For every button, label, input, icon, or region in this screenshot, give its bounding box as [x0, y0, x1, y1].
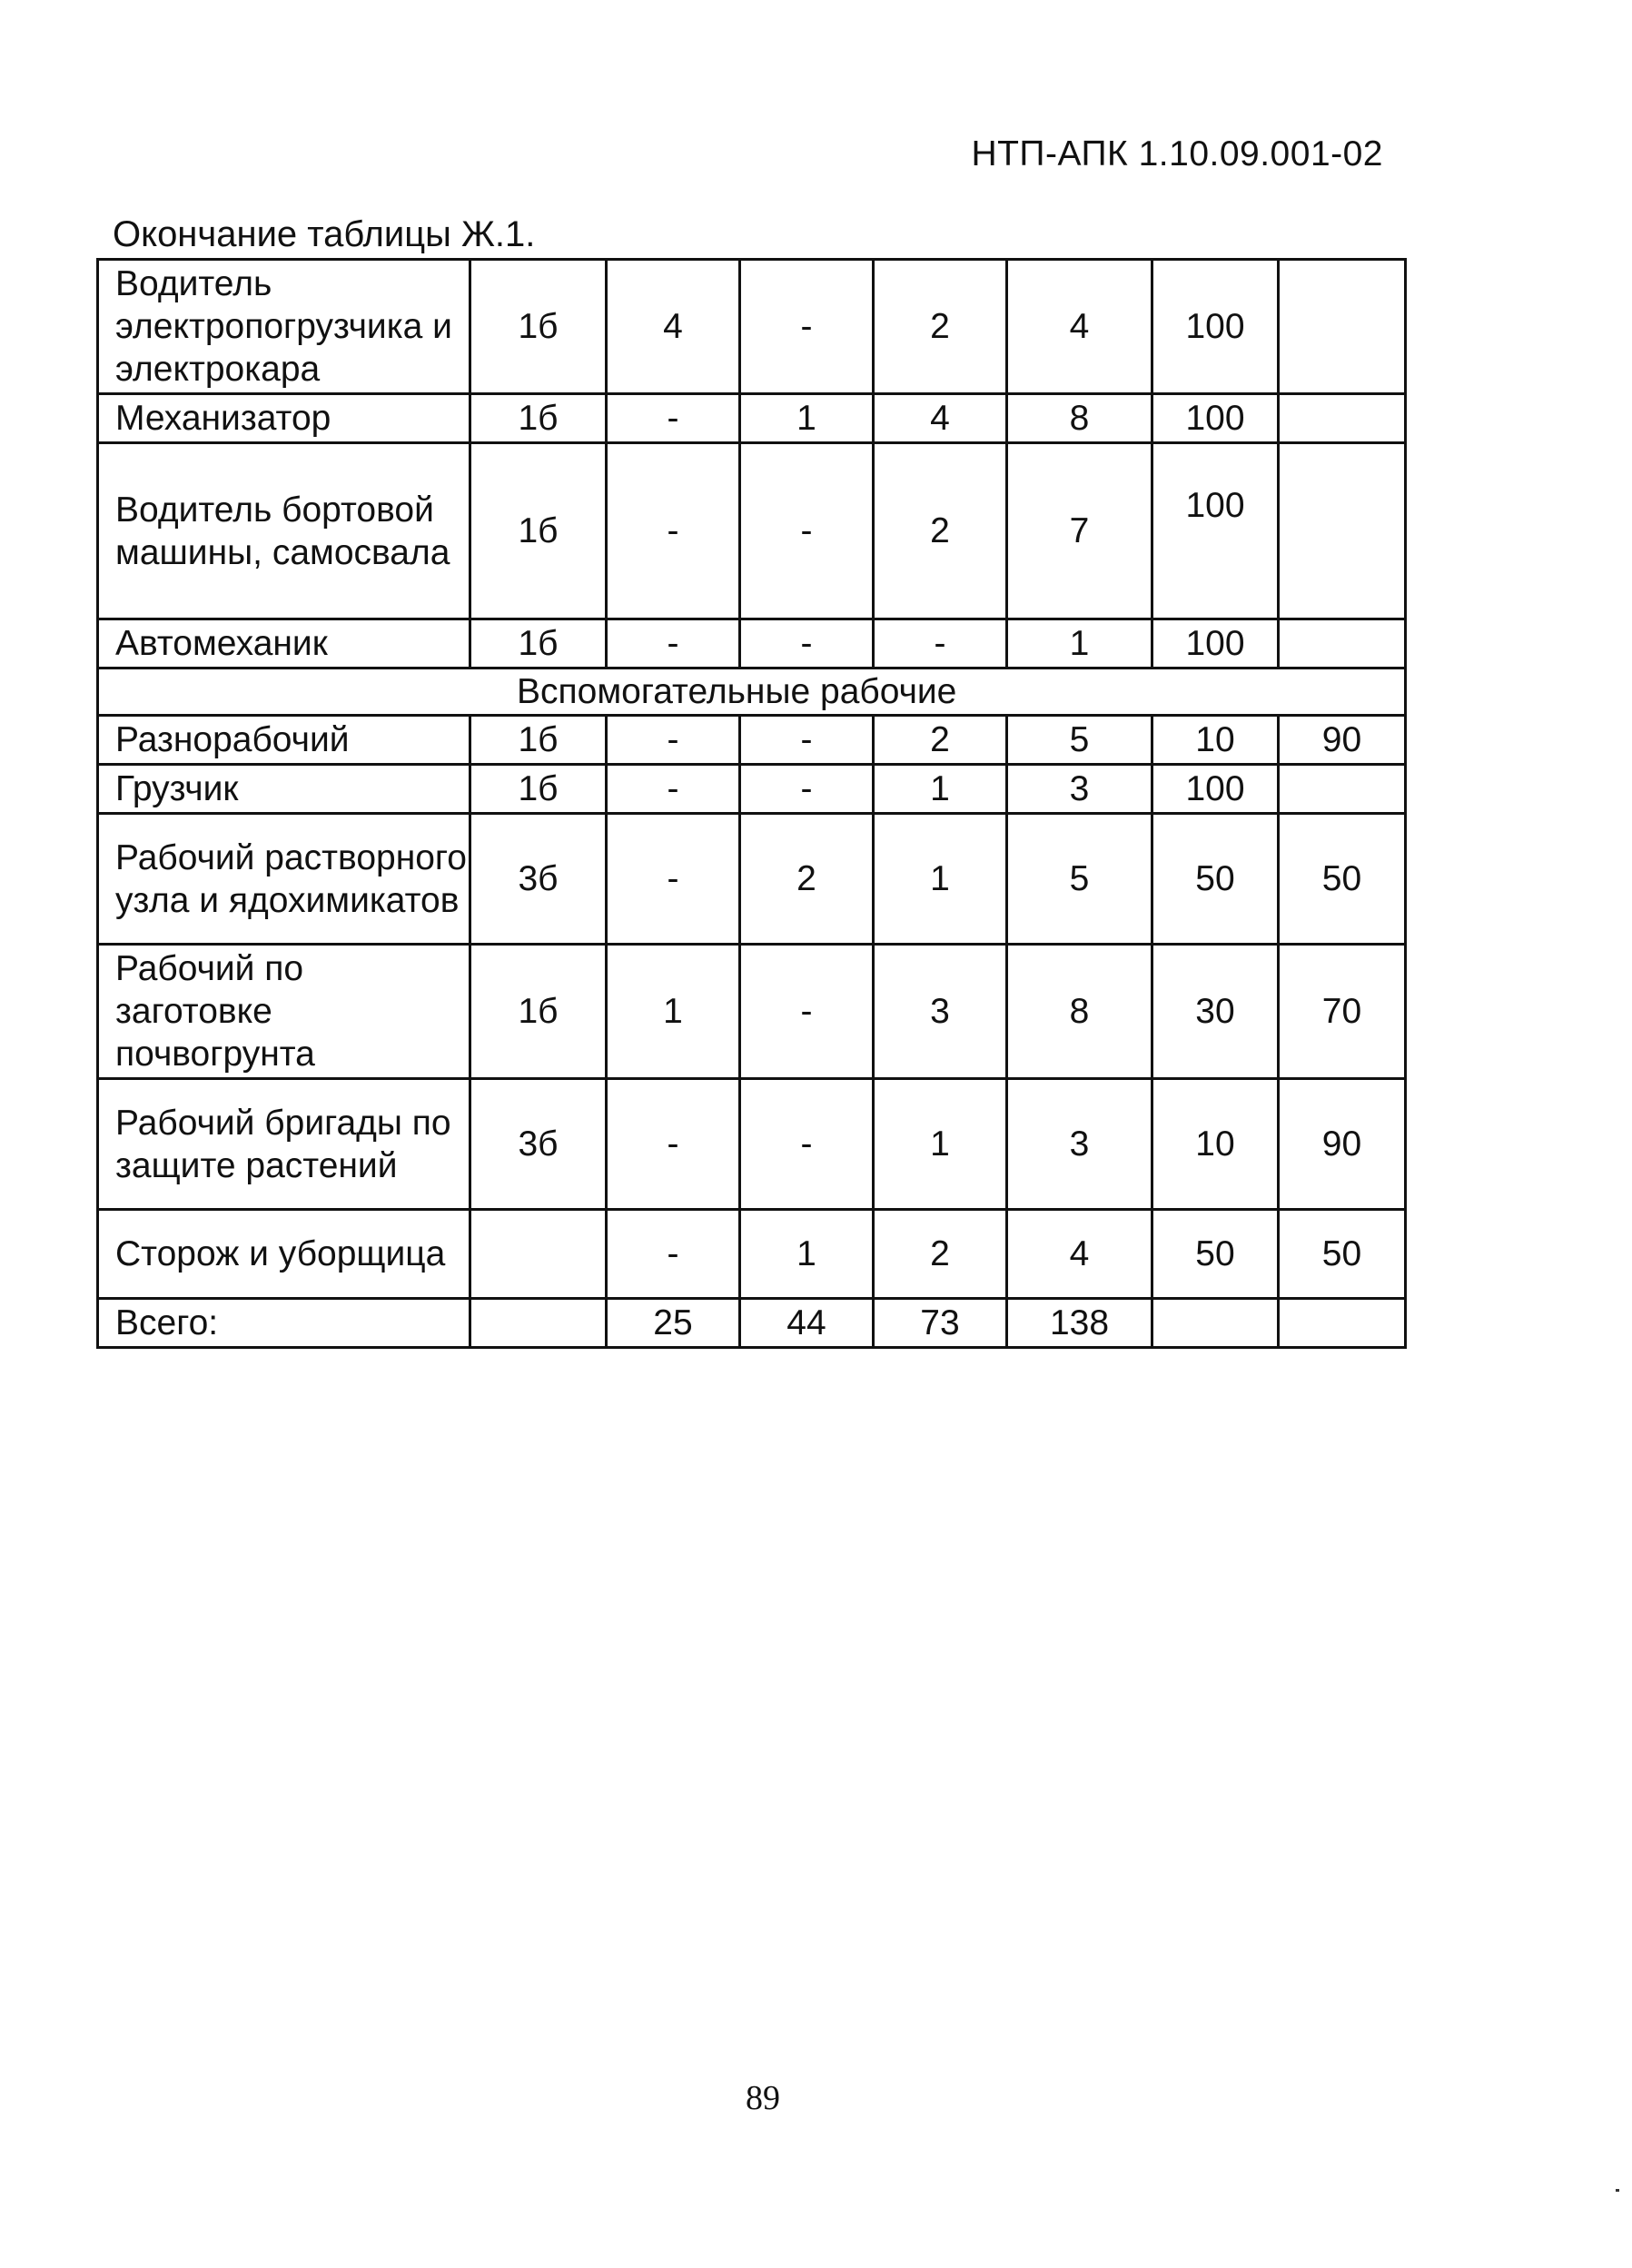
cell-value: - [740, 765, 874, 814]
cell-profession: Рабочий бригады по защите растений [98, 1079, 470, 1210]
cell-total-value [1152, 1299, 1279, 1348]
cell-value: 1 [740, 1210, 874, 1299]
table-row [98, 716, 1406, 765]
cell-value: 2 [740, 814, 874, 945]
cell-value: 1 [740, 394, 874, 443]
cell-value: - [607, 443, 740, 619]
cell-value: 4 [607, 260, 740, 394]
section-title: Вспомогательные рабочие [98, 669, 1406, 716]
cell-value: - [607, 1079, 740, 1210]
cell-group [470, 1299, 607, 1348]
cell-value: 1 [1007, 619, 1152, 669]
cell-value: - [740, 716, 874, 765]
cell-value: 10 [1152, 716, 1279, 765]
table-caption: Окончание таблицы Ж.1. [113, 214, 536, 254]
cell-value: - [740, 619, 874, 669]
cell-profession: Рабочий по заготовке почвогрунта [98, 945, 470, 1079]
cell-value: 30 [1152, 945, 1279, 1079]
cell-profession: Водитель электропогрузчика и электрокара [98, 260, 470, 394]
document-code: НТП-АПК 1.10.09.001-02 [971, 134, 1383, 173]
table-row [98, 1079, 1406, 1210]
cell-value: 100 [1152, 765, 1279, 814]
cell-profession: Рабочий растворного узла и ядохимикатов [98, 814, 470, 945]
cell-value [1279, 443, 1406, 619]
cell-profession: Грузчик [98, 765, 470, 814]
cell-total-value: 138 [1007, 1299, 1152, 1348]
cell-value: 5 [1007, 716, 1152, 765]
cell-total-value: 73 [874, 1299, 1007, 1348]
cell-group: 1б [470, 945, 607, 1079]
cell-value: 100 [1152, 443, 1279, 619]
cell-value: - [607, 765, 740, 814]
cell-value: 1 [874, 814, 1007, 945]
cell-group: 1б [470, 765, 607, 814]
table-row [98, 260, 1406, 394]
cell-profession: Водитель бортовой машины, самосвала [98, 443, 470, 619]
cell-value [1279, 765, 1406, 814]
cell-value: - [740, 260, 874, 394]
table-row [98, 945, 1406, 1079]
section-row [98, 669, 1406, 716]
table-row [98, 394, 1406, 443]
cell-group: 3б [470, 1079, 607, 1210]
cell-value: 90 [1279, 716, 1406, 765]
cell-value: 1 [874, 765, 1007, 814]
cell-value: 50 [1152, 1210, 1279, 1299]
cell-value: 100 [1152, 260, 1279, 394]
cell-value: 2 [874, 260, 1007, 394]
cell-value: 3 [874, 945, 1007, 1079]
cell-value: 50 [1279, 1210, 1406, 1299]
cell-group: 1б [470, 716, 607, 765]
cell-value: - [740, 1079, 874, 1210]
cell-value: - [740, 945, 874, 1079]
cell-value: 2 [874, 1210, 1007, 1299]
cell-profession: Разнорабочий [98, 716, 470, 765]
cell-value: 100 [1152, 394, 1279, 443]
cell-value: 10 [1152, 1079, 1279, 1210]
cell-value: 50 [1152, 814, 1279, 945]
cell-group: 1б [470, 260, 607, 394]
cell-group: 1б [470, 394, 607, 443]
table-row [98, 1210, 1406, 1299]
cell-value: - [607, 716, 740, 765]
page-number: 89 [746, 2079, 780, 2117]
cell-value: 1 [874, 1079, 1007, 1210]
cell-value: - [607, 619, 740, 669]
cell-value: 4 [1007, 260, 1152, 394]
cell-value: - [740, 443, 874, 619]
cell-value: 5 [1007, 814, 1152, 945]
cell-value [1279, 394, 1406, 443]
cell-value: 1 [607, 945, 740, 1079]
cell-total-value: 25 [607, 1299, 740, 1348]
staff-table [96, 258, 1407, 1349]
cell-value: 7 [1007, 443, 1152, 619]
cell-group: 1б [470, 619, 607, 669]
cell-profession: Механизатор [98, 394, 470, 443]
cell-total-label: Всего: [98, 1299, 470, 1348]
cell-profession: Автомеханик [98, 619, 470, 669]
cell-value: 3 [1007, 1079, 1152, 1210]
scan-speck [1616, 2189, 1619, 2192]
cell-value: - [874, 619, 1007, 669]
table-row [98, 619, 1406, 669]
cell-value: 4 [1007, 1210, 1152, 1299]
table-row [98, 765, 1406, 814]
cell-value: 70 [1279, 945, 1406, 1079]
cell-value: 90 [1279, 1079, 1406, 1210]
total-row [98, 1299, 1406, 1348]
cell-value [1279, 619, 1406, 669]
cell-value: 4 [874, 394, 1007, 443]
cell-profession: Сторож и уборщица [98, 1210, 470, 1299]
cell-value: 3 [1007, 765, 1152, 814]
cell-value: - [607, 394, 740, 443]
cell-value: - [607, 1210, 740, 1299]
cell-value: 8 [1007, 945, 1152, 1079]
cell-value: 2 [874, 716, 1007, 765]
cell-value: 100 [1152, 619, 1279, 669]
cell-value: 2 [874, 443, 1007, 619]
cell-total-value [1279, 1299, 1406, 1348]
table-row [98, 814, 1406, 945]
cell-group [470, 1210, 607, 1299]
cell-value: 50 [1279, 814, 1406, 945]
table-row [98, 443, 1406, 619]
cell-group: 3б [470, 814, 607, 945]
cell-total-value: 44 [740, 1299, 874, 1348]
cell-value: 8 [1007, 394, 1152, 443]
cell-value [1279, 260, 1406, 394]
cell-value: - [607, 814, 740, 945]
cell-group: 1б [470, 443, 607, 619]
